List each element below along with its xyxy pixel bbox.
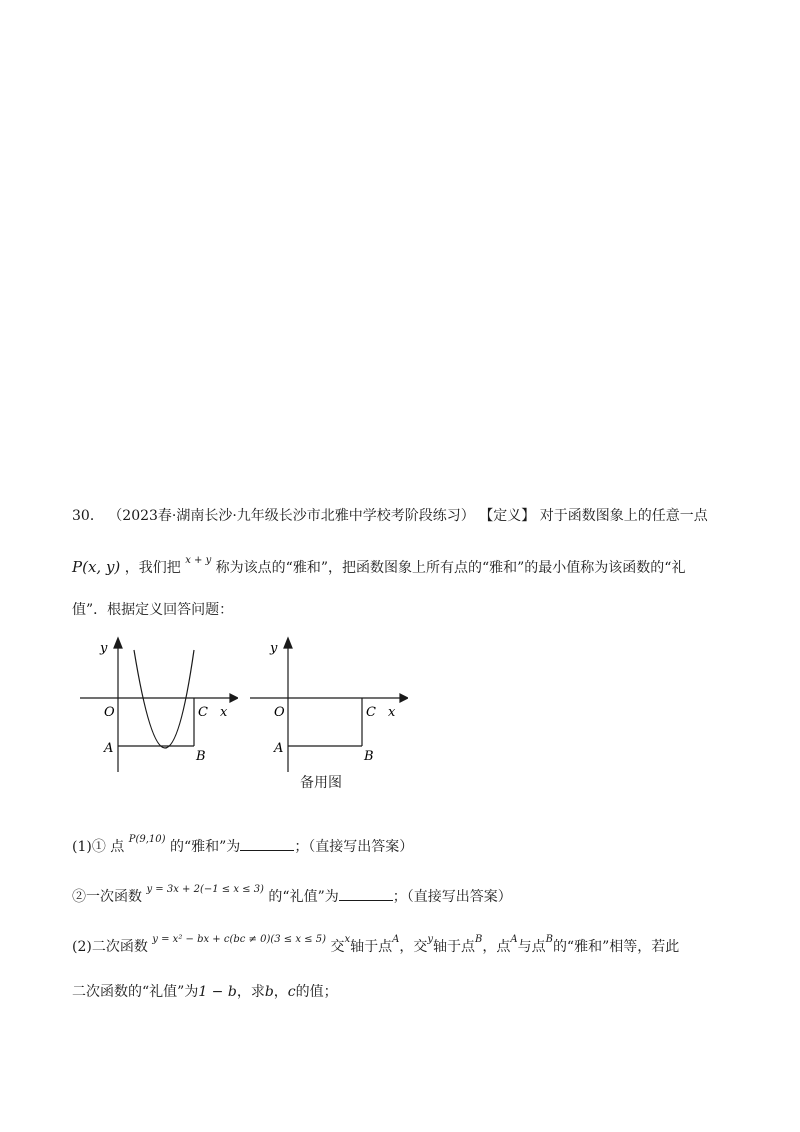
problem-number: 30． <box>72 508 104 524</box>
label-y: y <box>100 641 108 656</box>
figure-right <box>248 636 408 776</box>
label-y: y <box>270 641 278 656</box>
label-x: x <box>220 705 228 720</box>
question-2-line-2 <box>72 982 338 1002</box>
q2-line2c: ， <box>273 984 288 1000</box>
q2-t1: 交 <box>330 939 345 955</box>
q1-point: P(9,10) <box>128 834 166 845</box>
label-x: x <box>388 705 396 720</box>
label-o: O <box>274 705 285 720</box>
q2-b: B <box>474 934 483 945</box>
q2-line2b: ，求 <box>236 984 265 1000</box>
expr-x-plus-y: x + y <box>185 555 212 566</box>
definition-line-2 <box>72 557 685 580</box>
point-p: P(x, y) <box>72 558 121 576</box>
q2-function: y = x² − bx + c(bc ≠ 0)(3 ≤ x ≤ 5) <box>152 934 326 945</box>
q2-t5: ，点 <box>482 939 511 955</box>
x-axis-arrow <box>230 694 238 702</box>
q1-prefix: (1)① 点 <box>72 839 125 855</box>
q1b-end: ；（直接写出答案） <box>392 889 512 905</box>
question-2-line-1 <box>72 934 680 959</box>
problem-header <box>72 506 708 526</box>
problem-source: （2023春·湖南长沙·九年级长沙市北雅中学校考阶段练习） <box>108 508 475 524</box>
q1b-suffix: 的“礼值”为 <box>268 889 339 905</box>
question-1-1 <box>72 836 413 859</box>
q2-a2: A <box>510 934 518 945</box>
q1b-function: y = 3x + 2(−1 ≤ x ≤ 3) <box>146 884 264 895</box>
label-b: B <box>364 749 374 764</box>
answer-blank-1[interactable] <box>240 836 294 851</box>
definition-tag: 【定义】 <box>479 508 536 524</box>
q2-t7: 的“雅和”相等，若此 <box>552 939 680 955</box>
label-a: A <box>104 741 114 756</box>
definition-text-c: 值”．根据定义回答问题： <box>72 602 234 618</box>
q1-end: ；（直接写出答案） <box>294 839 414 855</box>
definition-intro: 对于函数图象上的任意一点 <box>539 508 708 524</box>
q2-var-c: c <box>287 984 296 1000</box>
q2-prefix: (2)二次函数 <box>72 939 148 955</box>
parabola <box>134 650 194 748</box>
y-axis-arrow <box>114 638 122 648</box>
q2-a: A <box>392 934 400 945</box>
definition-text-b: 称为该点的“雅和”，把函数图象上所有点的“雅和”的最小值称为该函数的“礼 <box>215 560 686 576</box>
label-c: C <box>198 705 208 720</box>
q2-line2d: 的值； <box>295 984 338 1000</box>
q2-t3: ，交 <box>399 939 428 955</box>
q2-b2: B <box>545 934 553 945</box>
x-axis-arrow <box>400 694 408 702</box>
q2-y: y <box>427 934 433 945</box>
figure-left <box>78 636 238 776</box>
q2-t6: 与点 <box>517 939 546 955</box>
q2-t4: 轴于点 <box>432 939 475 955</box>
y-axis-arrow <box>284 638 292 648</box>
figure-caption: 备用图 <box>300 775 342 791</box>
q2-line2a: 二次函数的“礼值”为 <box>72 984 199 1000</box>
q2-var-b: b <box>264 984 274 1000</box>
question-1-2 <box>72 886 512 909</box>
q1-suffix: 的“雅和”为 <box>169 839 241 855</box>
answer-blank-2[interactable] <box>339 886 393 901</box>
q2-value: 1 − b <box>198 984 237 1000</box>
definition-text-a: ，我们把 <box>124 560 181 576</box>
label-b: B <box>196 749 206 764</box>
q1b-prefix: ②一次函数 <box>72 889 142 905</box>
label-a: A <box>274 741 284 756</box>
label-c: C <box>366 705 376 720</box>
q2-t2: 轴于点 <box>350 939 393 955</box>
q2-x: x <box>344 934 351 945</box>
label-o: O <box>104 705 115 720</box>
definition-line-3 <box>72 600 233 620</box>
